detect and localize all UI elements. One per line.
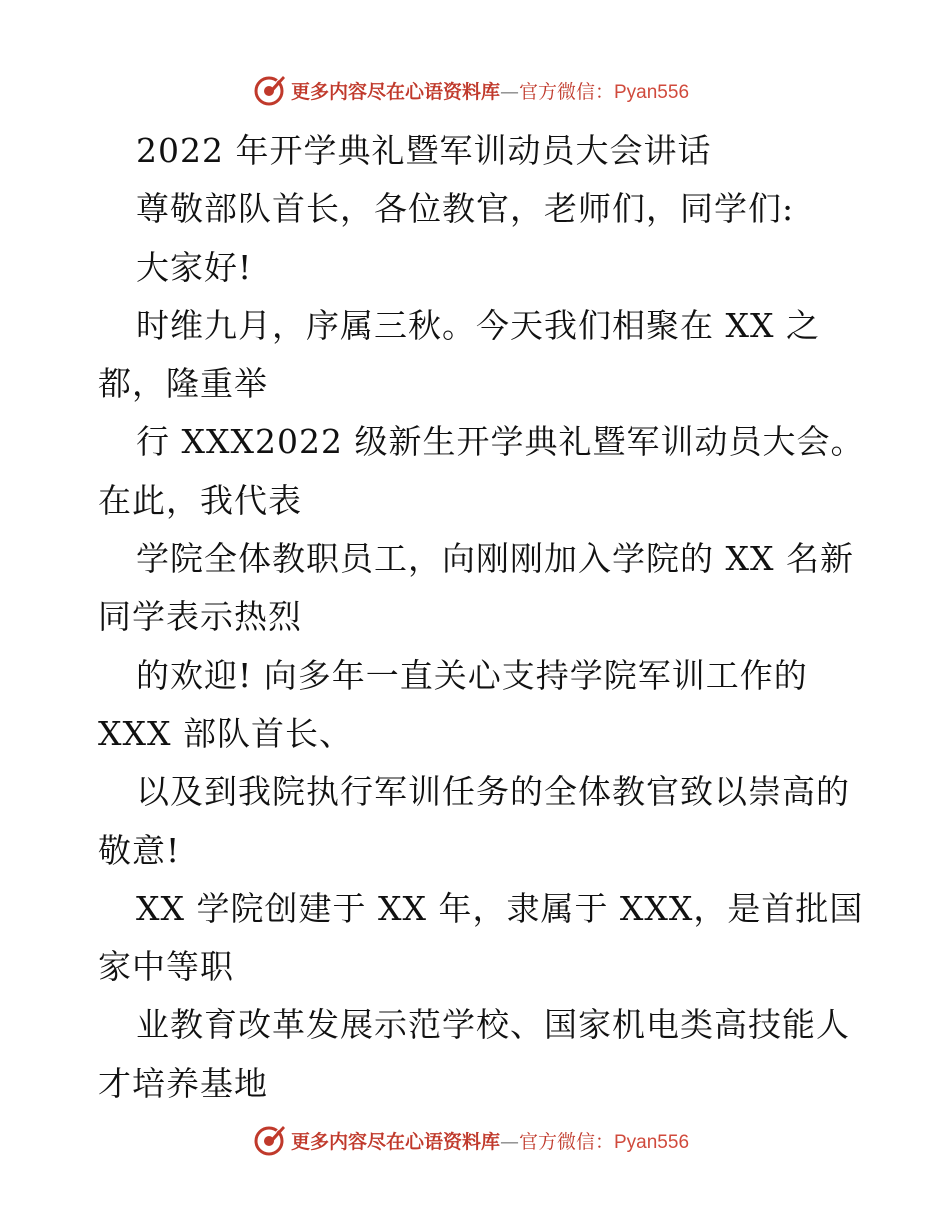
document-line: 尊敬部队首长，各位教官，老师们，同学们: xyxy=(136,189,795,229)
document-line: 行 XXX2022 级新生开学典礼暨军训动员大会。 xyxy=(136,422,865,462)
document-line: 在此，我代表 xyxy=(98,480,302,520)
footer-banner xyxy=(0,1122,950,1158)
banner-dash: — xyxy=(499,80,519,103)
document-line: 以及到我院执行军训任务的全体教官致以崇高的 xyxy=(136,772,850,812)
document-line: 的欢迎! 向多年一直关心支持学院军训工作的 xyxy=(136,655,808,695)
document-line: 业教育改革发展示范学校、国家机电类高技能人 xyxy=(136,1005,850,1045)
banner-wechat-label: 官方微信： xyxy=(518,1130,614,1153)
banner-wechat-id: Pyan556 xyxy=(614,81,690,103)
header-banner xyxy=(0,72,950,108)
document-line: 学院全体教职员工，向刚刚加入学院的 XX 名新 xyxy=(136,539,854,579)
document-body xyxy=(98,122,865,1113)
document-line: 同学表示热烈 xyxy=(98,597,302,637)
document-line: 2022 年开学典礼暨军训动员大会讲话 xyxy=(136,131,712,170)
footer-banner-content xyxy=(253,1123,689,1157)
document-line: 大家好! xyxy=(136,247,253,287)
document-line: XXX 部队首长、 xyxy=(98,713,353,753)
document-line: 都，隆重举 xyxy=(98,364,268,404)
header-banner-content xyxy=(253,73,689,107)
banner-text xyxy=(291,1127,689,1154)
banner-wechat-label: 官方微信： xyxy=(518,80,614,103)
quill-logo-icon xyxy=(253,73,287,107)
document-line: 时维九月，序属三秋。今天我们相聚在 XX 之 xyxy=(136,305,820,345)
document-line: 才培养基地 xyxy=(98,1063,268,1103)
document-line: XX 学院创建于 XX 年，隶属于 XXX，是首批国 xyxy=(136,888,864,928)
banner-site-name: 更多内容尽在心语资料库 xyxy=(290,1130,500,1153)
banner-site-name: 更多内容尽在心语资料库 xyxy=(290,80,500,103)
banner-text xyxy=(291,77,689,104)
document-line: 家中等职 xyxy=(98,947,234,987)
banner-wechat-id: Pyan556 xyxy=(614,1131,690,1153)
document-line: 敬意! xyxy=(98,830,181,870)
banner-dash: — xyxy=(499,1130,519,1153)
quill-logo-icon xyxy=(253,1123,287,1157)
